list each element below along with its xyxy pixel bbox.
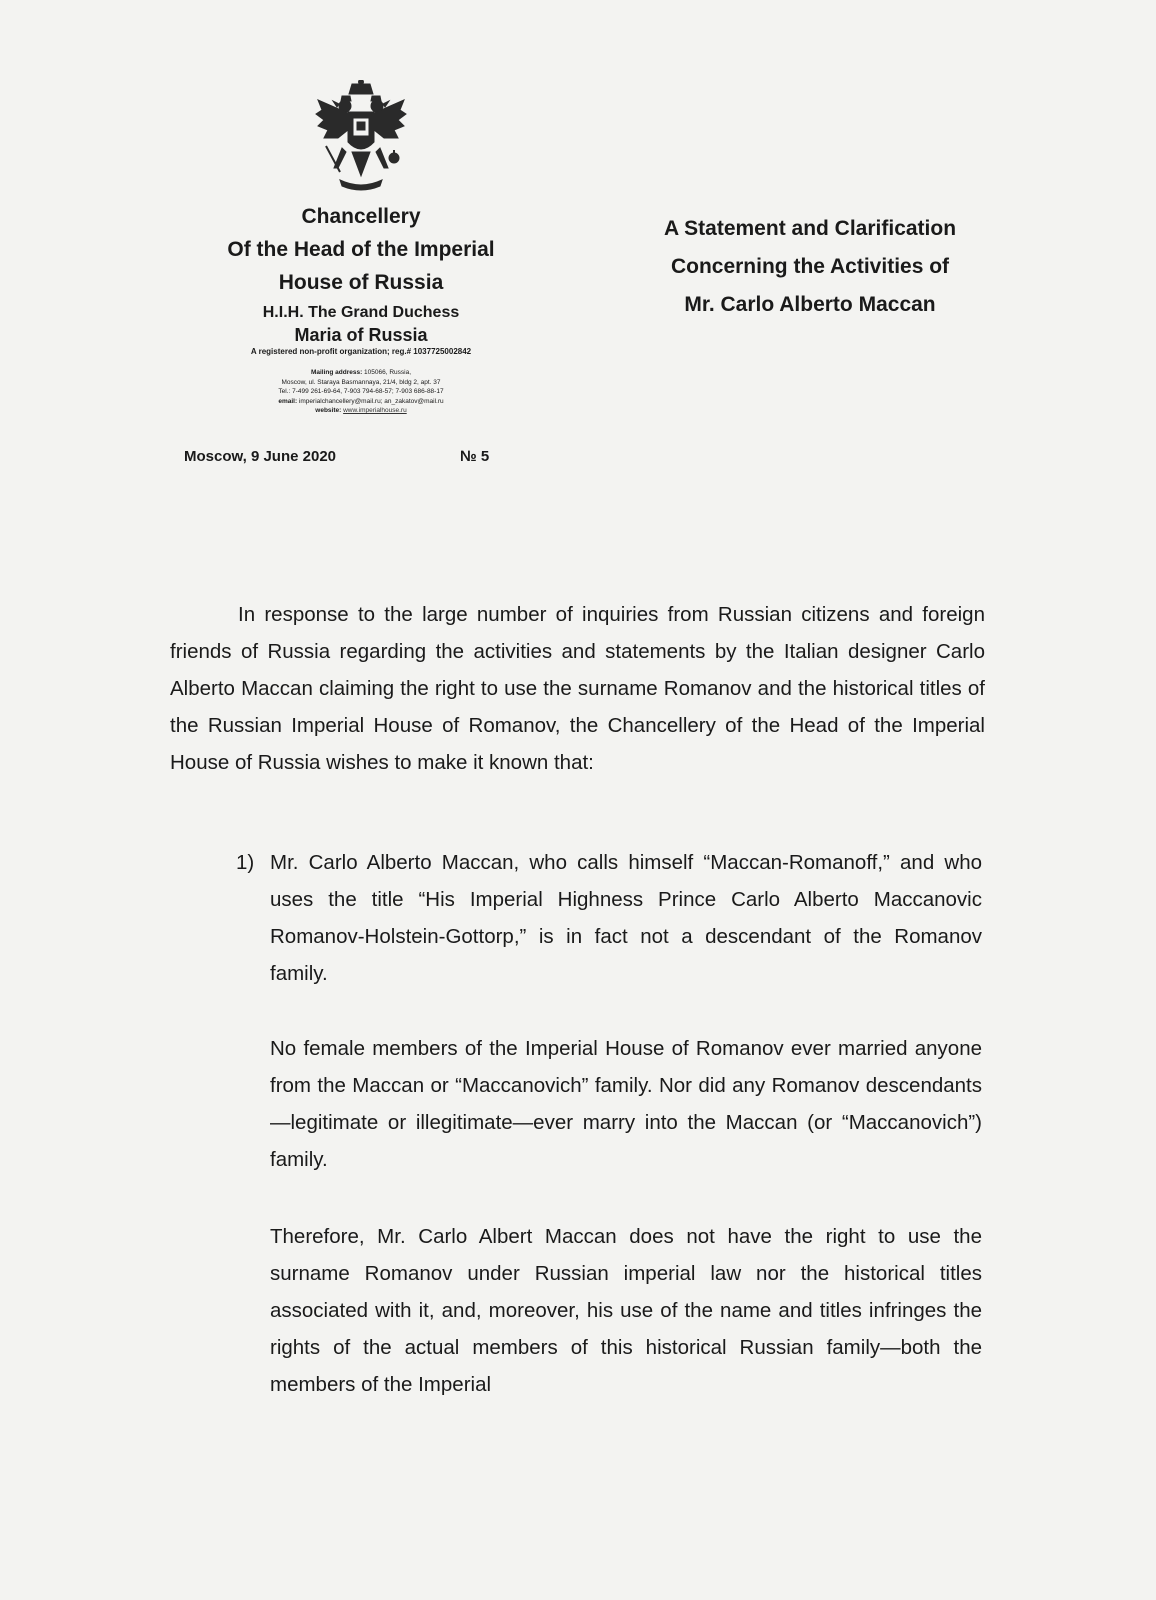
registration-line: A registered non-profit organization; reg.# 1037725002842	[250, 347, 472, 356]
letterhead	[170, 200, 552, 416]
mailing-label: Mailing address:	[310, 369, 363, 376]
telephone-line: Tel.: 7-499 261-69-64, 7-903 794-68-57; 7-903 686-88-17	[278, 388, 444, 395]
statement-title	[630, 210, 990, 324]
street-address-line: Moscow, ul. Staraya Basmannaya, 21/4, bldg 2, apt. 37	[281, 378, 441, 386]
contact-block	[170, 368, 552, 416]
email-line	[170, 397, 552, 407]
email-label: email:	[278, 397, 298, 405]
chancellery-name-line-1: Chancellery	[301, 205, 421, 228]
website-label: website:	[315, 407, 342, 414]
statement-title-line-3: Mr. Carlo Alberto Maccan	[684, 293, 936, 316]
item-1-paragraph-3: Therefore, Mr. Carlo Albert Maccan does not have the right to use the surname Romanov under Russian imperial law nor the historical titles associated with it, and, moreover, his use of the name and titles infringes the rights of the actual members of this historical Russian family—both the members of the Imperial	[270, 1225, 982, 1396]
statement-title-line-1: A Statement and Clarification	[663, 217, 957, 240]
email-value: imperialchancellery@mail.ru; an_zakatov@mail.ru	[297, 397, 444, 405]
website-line	[170, 406, 552, 416]
item-1-number: 1)	[236, 851, 255, 874]
imperial-double-headed-eagle-emblem	[312, 80, 410, 192]
intro-paragraph: In response to the large number of inquiries from Russian citizens and foreign friends of Russia regarding the activities and statements by the Italian designer Carlo Alberto Maccan claiming the right to use the surname Romanov and the historical titles of the Russian Imperial House of Romanov, the Chancellery of the Head of the Imperial House of Russia wishes to make it known that:	[170, 603, 985, 774]
mailing-value: 105066, Russia,	[362, 369, 412, 376]
chancellery-name-line-3: House of Russia	[278, 271, 444, 294]
statement-title-line-2: Concerning the Activities of	[670, 255, 950, 278]
mailing-address-line	[170, 368, 552, 378]
place-and-date: Moscow, 9 June 2020	[184, 448, 337, 465]
item-1-paragraph-2: No female members of the Imperial House of Romanov ever married anyone from the Maccan or “Maccanovich” family. Nor did any Romanov descendants—legitimate or illegitimate—ever marry into the Maccan (or “Maccanovich”) family.	[270, 1037, 982, 1171]
item-1-text: Mr. Carlo Alberto Maccan, who calls himself “Maccan-Romanoff,” and who uses the title “His Imperial Highness Prince Carlo Alberto Maccanovic Romanov-Holstein-Gottorp,” is in fact not a descendant of the Romanov family.	[270, 851, 982, 985]
maria-of-russia-line: Maria of Russia	[294, 325, 428, 345]
website-link[interactable]: www.imperialhouse.ru	[343, 407, 407, 414]
grand-duchess-line: H.I.H. The Grand Duchess	[262, 304, 460, 321]
document-number: № 5	[460, 448, 490, 465]
chancellery-name-line-2: Of the Head of the Imperial	[227, 238, 495, 261]
